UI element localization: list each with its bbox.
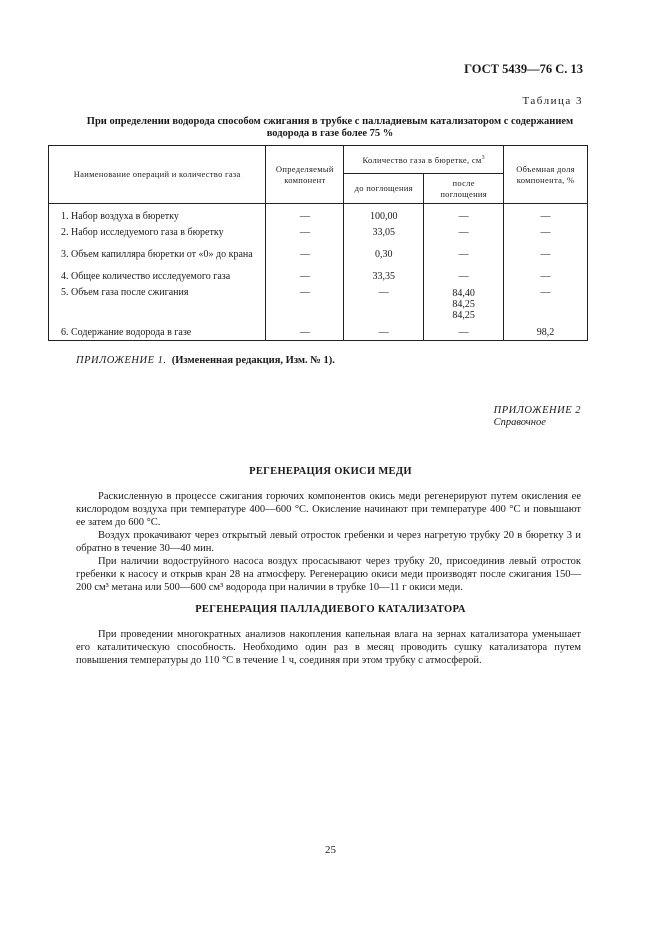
appendix-label: ПРИЛОЖЕНИЕ 2 Справочное bbox=[493, 405, 581, 428]
header-operation: Наименование операций и количество газа bbox=[49, 146, 266, 204]
table-title: При определении водорода способом сжигания в трубке с палладиевым катализатором с содержанием водорода в газе более 75 % bbox=[86, 116, 574, 139]
row-name: 4. Общее количество исследуемого газа bbox=[49, 269, 266, 285]
row-name: 5. Объем газа после сжигания bbox=[49, 285, 266, 325]
paragraph: При наличии водоструйного насоса воздух просасывают через трубку 20, присоединив левый отросток гребенки к насосу и открыв кран 28 на атмосферу. Регенерацию окиси меди производят после сжигания 150—200 см³ метана или 500—600 см³ водорода при наличии в трубке 10—11 г окиси меди. bbox=[76, 556, 581, 593]
table-row bbox=[49, 209, 588, 225]
after-cell: — bbox=[424, 325, 504, 341]
before-cell: 0,30 bbox=[344, 241, 424, 269]
header-volume-fraction: Объемная доля компонента, % bbox=[504, 146, 588, 204]
row-name: 6. Содержание водорода в газе bbox=[49, 325, 266, 341]
component-cell: — bbox=[266, 241, 344, 269]
component-cell: — bbox=[266, 209, 344, 225]
fraction-cell: — bbox=[504, 241, 588, 269]
before-cell: — bbox=[344, 285, 424, 325]
section-heading-copper-oxide: РЕГЕНЕРАЦИЯ ОКИСИ МЕДИ bbox=[249, 466, 412, 477]
table-row bbox=[49, 225, 588, 241]
table-number: Таблица 3 bbox=[522, 95, 583, 107]
fraction-cell: — bbox=[504, 225, 588, 241]
paragraph: При проведении многократных анализов накопления капельная влага на зернах катализатора уменьшает его каталитическую способность. Необходимо один раз в месяц проводить сушку катализатора путем повышения температуры до 110 °С в течение 1 ч, соединяя при этом трубку с атмосферой. bbox=[76, 629, 581, 666]
row-name: 1. Набор воздуха в бюретку bbox=[49, 209, 266, 225]
document-reference: ГОСТ 5439—76 С. 13 bbox=[464, 62, 583, 76]
header-quantity: Количество газа в бюретке, $см^3$ bbox=[344, 146, 504, 174]
paragraph: Воздух прокачивают через открытый левый отросток гребенки и через нагретую трубку 20 в бюретку 3 и обратно в течение 30—40 мин. bbox=[76, 530, 581, 554]
fraction-cell: — bbox=[504, 285, 588, 325]
header-after: после поглощения bbox=[424, 174, 504, 204]
header-component: Определяемый компонент bbox=[266, 146, 344, 204]
fraction-cell: — bbox=[504, 209, 588, 225]
table-row bbox=[49, 325, 588, 341]
after-cell: — bbox=[424, 269, 504, 285]
row-name: 3. Объем капилляра бюретки от «0» до крана bbox=[49, 241, 266, 269]
component-cell: — bbox=[266, 269, 344, 285]
before-cell: — bbox=[344, 325, 424, 341]
after-cell: 84,40 84,25 84,25 bbox=[424, 285, 504, 325]
table-row bbox=[49, 285, 588, 325]
fraction-cell: 98,2 bbox=[504, 325, 588, 341]
after-cell: — bbox=[424, 225, 504, 241]
component-cell: — bbox=[266, 285, 344, 325]
component-cell: — bbox=[266, 225, 344, 241]
paragraph: Раскисленную в процессе сжигания горючих компонентов окись меди регенерируют путем окисления ее кислородом воздуха при температуре 400—600 °С. Окисление начинают при температуре 400 °С и повышают ее затем до 600 °С. bbox=[76, 491, 581, 528]
data-table bbox=[48, 145, 588, 341]
after-cell: — bbox=[424, 241, 504, 269]
table-row bbox=[49, 269, 588, 285]
table-body bbox=[49, 209, 588, 341]
amendment-note: ПРИЛОЖЕНИЕ 1. (Измененная редакция, Изм. № 1). bbox=[76, 355, 335, 366]
after-cell: — bbox=[424, 209, 504, 225]
page-number: 25 bbox=[325, 844, 336, 856]
before-cell: 33,05 bbox=[344, 225, 424, 241]
section-heading-palladium: РЕГЕНЕРАЦИЯ ПАЛЛАДИЕВОГО КАТАЛИЗАТОРА bbox=[195, 604, 466, 615]
fraction-cell: — bbox=[504, 269, 588, 285]
before-cell: 100,00 bbox=[344, 209, 424, 225]
header-before: до поглощения bbox=[344, 174, 424, 204]
table-row bbox=[49, 241, 588, 269]
row-name: 2. Набор исследуемого газа в бюретку bbox=[49, 225, 266, 241]
component-cell: — bbox=[266, 325, 344, 341]
before-cell: 33,35 bbox=[344, 269, 424, 285]
